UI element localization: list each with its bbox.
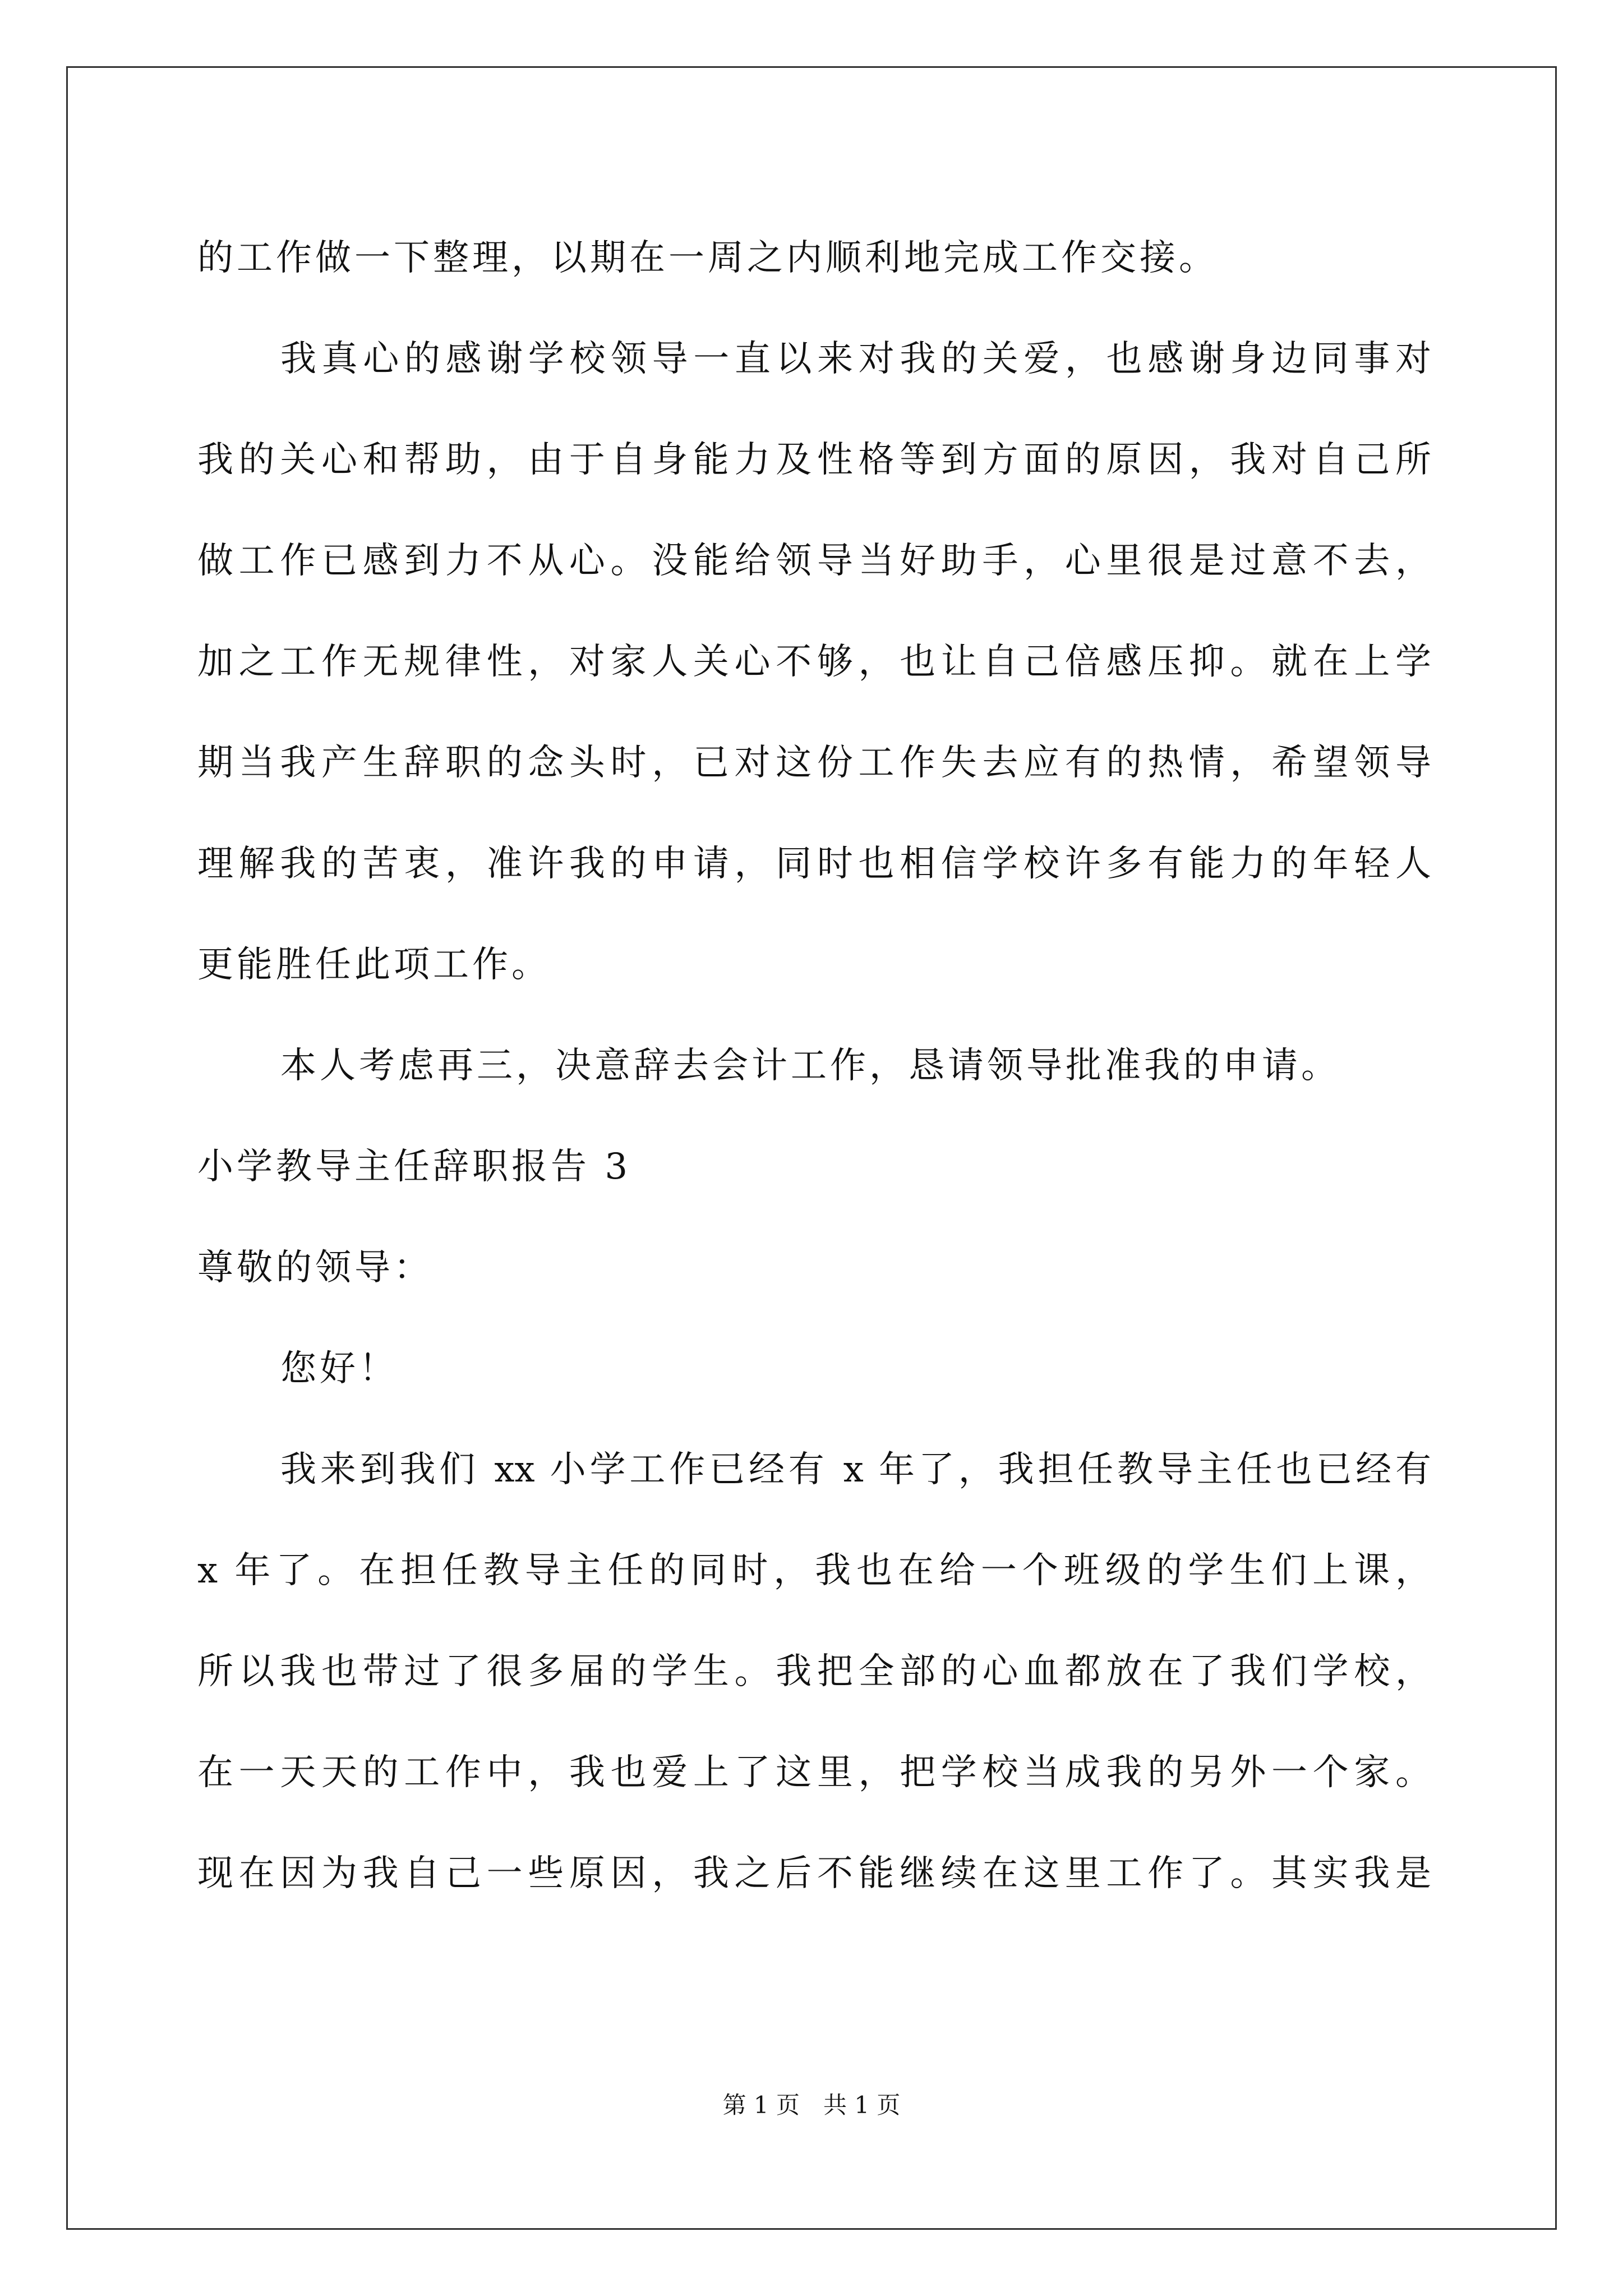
- paragraph-line: x 年了。在担任教导主任的同时，我也在给一个班级的学生们上课，: [197, 1550, 1431, 1591]
- paragraph-line: 加之工作无规律性，对家人关心不够，也让自己倍感压抑。就在上学: [197, 641, 1431, 683]
- paragraph-line: 理解我的苦衷，准许我的申请，同时也相信学校许多有能力的年轻人: [197, 843, 1431, 885]
- paragraph-line: 更能胜任此项工作。: [197, 944, 551, 986]
- paragraph-line: 期当我产生辞职的念头时，已对这份工作失去应有的热情，希望领导: [197, 742, 1431, 784]
- paragraph-line: 现在因为我自己一些原因，我之后不能继续在这里工作了。其实我是: [197, 1853, 1431, 1894]
- page-number-footer: 第 1 页 共 1 页: [722, 2091, 901, 2119]
- paragraph-line: 的工作做一下整理，以期在一周之内顺利地完成工作交接。: [197, 237, 1218, 279]
- paragraph-line: 我的关心和帮助，由于自身能力及性格等到方面的原因，我对自己所: [197, 439, 1431, 481]
- salutation: 尊敬的领导：: [197, 1247, 433, 1289]
- paragraph-line: 我真心的感谢学校领导一直以来对我的关爱，也感谢身边同事对: [280, 338, 1431, 380]
- paragraph-line: 本人考虑再三，决意辞去会计工作，恳请领导批准我的申请。: [280, 1045, 1340, 1087]
- paragraph-line: 做工作已感到力不从心。没能给领导当好助手，心里很是过意不去，: [197, 540, 1431, 582]
- paragraph-line: 所以我也带过了很多届的学生。我把全部的心血都放在了我们学校，: [197, 1651, 1431, 1692]
- section-heading: 小学教导主任辞职报告 3: [197, 1146, 631, 1188]
- paragraph-line: 我来到我们 xx 小学工作已经有 x 年了，我担任教导主任也已经有: [280, 1449, 1431, 1490]
- paragraph-line: 在一天天的工作中，我也爱上了这里，把学校当成我的另外一个家。: [197, 1752, 1431, 1793]
- greeting: 您好！: [280, 1348, 398, 1389]
